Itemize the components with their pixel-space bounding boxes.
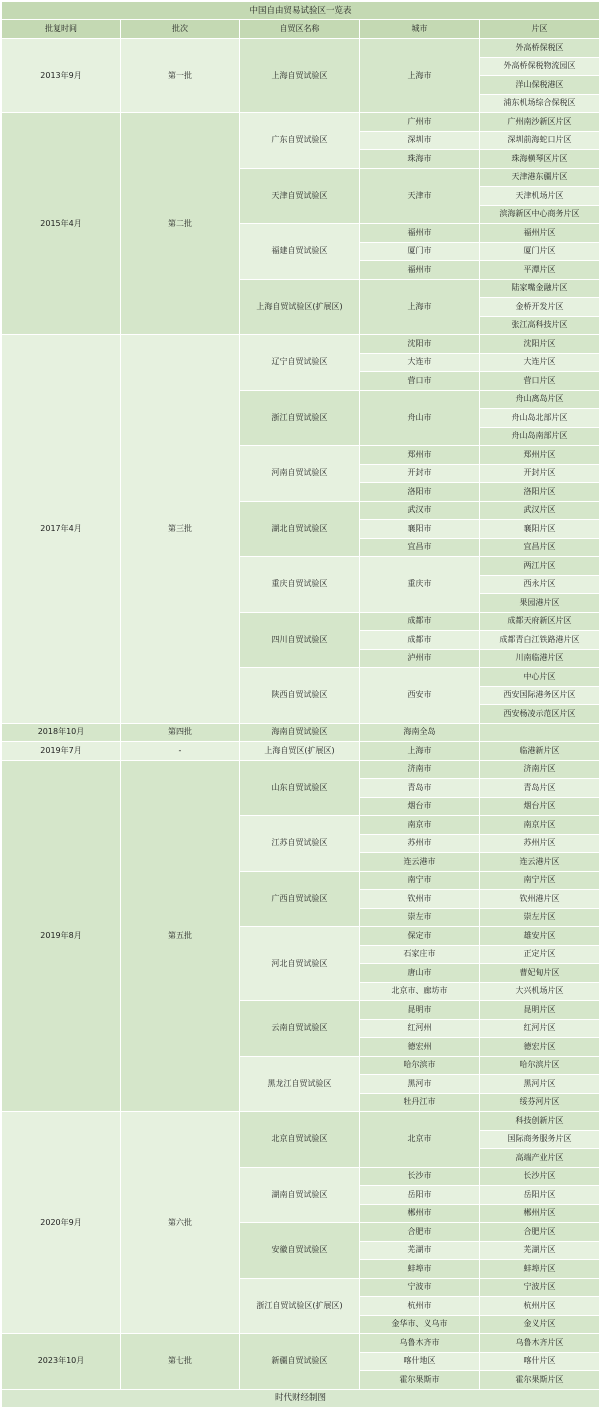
table-row — [2, 335, 600, 354]
city-cell: 杭州市 — [360, 1297, 480, 1316]
city-cell: 黑河市 — [360, 1075, 480, 1094]
header-row — [2, 20, 600, 39]
area-cell: 西安国际港务区片区 — [480, 686, 600, 705]
city-cell: 钦州市 — [360, 890, 480, 909]
area-cell: 天津机场片区 — [480, 187, 600, 206]
area-cell: 蚌埠片区 — [480, 1260, 600, 1279]
title-row — [2, 2, 600, 20]
city-cell: 营口市 — [360, 372, 480, 391]
table-title: 中国自由贸易试验区一览表 — [2, 2, 600, 20]
header-approval-date: 批复时间 — [2, 20, 121, 39]
zone-name-cell: 广西自贸试验区 — [240, 871, 360, 927]
city-cell: 成都市 — [360, 612, 480, 631]
area-cell: 科技创新片区 — [480, 1112, 600, 1131]
city-cell: 苏州市 — [360, 834, 480, 853]
area-cell: 福州片区 — [480, 224, 600, 243]
city-cell: 广州市 — [360, 113, 480, 132]
area-cell: 滨海新区中心商务片区 — [480, 205, 600, 224]
city-cell: 金华市、义乌市 — [360, 1315, 480, 1334]
batch-cell: - — [121, 742, 240, 761]
city-cell: 成都市 — [360, 631, 480, 650]
approval-date-cell: 2020年9月 — [2, 1112, 121, 1334]
area-cell: 黑河片区 — [480, 1075, 600, 1094]
city-cell: 宁波市 — [360, 1278, 480, 1297]
zone-name-cell: 北京自贸试验区 — [240, 1112, 360, 1168]
header-zone-name: 自贸区名称 — [240, 20, 360, 39]
city-cell: 青岛市 — [360, 779, 480, 798]
table-row — [2, 723, 600, 742]
city-cell: 北京市、廊坊市 — [360, 982, 480, 1001]
area-cell: 乌鲁木齐片区 — [480, 1334, 600, 1353]
table-row — [2, 1334, 600, 1353]
city-cell: 大连市 — [360, 353, 480, 372]
city-cell: 芜湖市 — [360, 1241, 480, 1260]
city-cell: 宜昌市 — [360, 538, 480, 557]
city-cell: 长沙市 — [360, 1167, 480, 1186]
area-cell: 外高桥保税区 — [480, 39, 600, 58]
area-cell: 长沙片区 — [480, 1167, 600, 1186]
city-cell: 天津市 — [360, 168, 480, 224]
area-cell: 大兴机场片区 — [480, 982, 600, 1001]
zone-name-cell: 上海自贸试验区 — [240, 39, 360, 113]
zone-name-cell: 辽宁自贸试验区 — [240, 335, 360, 391]
city-cell: 武汉市 — [360, 501, 480, 520]
area-cell: 成都天府新区片区 — [480, 612, 600, 631]
area-cell: 国际商务服务片区 — [480, 1130, 600, 1149]
city-cell: 上海市 — [360, 742, 480, 761]
zone-name-cell: 海南自贸试验区 — [240, 723, 360, 742]
city-cell: 南京市 — [360, 816, 480, 835]
zone-name-cell: 云南自贸试验区 — [240, 1001, 360, 1057]
city-cell: 开封市 — [360, 464, 480, 483]
approval-date-cell: 2017年4月 — [2, 335, 121, 724]
area-cell: 郴州片区 — [480, 1204, 600, 1223]
city-cell: 保定市 — [360, 927, 480, 946]
area-cell: 宁波片区 — [480, 1278, 600, 1297]
city-cell: 上海市 — [360, 39, 480, 113]
area-cell: 南京片区 — [480, 816, 600, 835]
area-cell: 舟山岛北部片区 — [480, 409, 600, 428]
zone-name-cell: 浙江自贸试验区(扩展区) — [240, 1278, 360, 1334]
table-row — [2, 742, 600, 761]
approval-date-cell: 2023年10月 — [2, 1334, 121, 1390]
area-cell: 陆家嘴金融片区 — [480, 279, 600, 298]
area-cell: 霍尔果斯片区 — [480, 1371, 600, 1390]
city-cell: 霍尔果斯市 — [360, 1371, 480, 1390]
area-cell: 舟山离岛片区 — [480, 390, 600, 409]
area-cell: 济南片区 — [480, 760, 600, 779]
city-cell: 乌鲁木齐市 — [360, 1334, 480, 1353]
city-cell: 珠海市 — [360, 150, 480, 169]
zone-name-cell: 湖北自贸试验区 — [240, 501, 360, 557]
area-cell: 浦东机场综合保税区 — [480, 94, 600, 113]
city-cell: 深圳市 — [360, 131, 480, 150]
area-cell: 中心片区 — [480, 668, 600, 687]
area-cell: 青岛片区 — [480, 779, 600, 798]
approval-date-cell: 2015年4月 — [2, 113, 121, 335]
area-cell: 岳阳片区 — [480, 1186, 600, 1205]
zone-name-cell: 广东自贸试验区 — [240, 113, 360, 169]
city-cell: 洛阳市 — [360, 483, 480, 502]
batch-cell: 第一批 — [121, 39, 240, 113]
area-cell: 金桥开发片区 — [480, 298, 600, 317]
header-area: 片区 — [480, 20, 600, 39]
area-cell: 深圳前海蛇口片区 — [480, 131, 600, 150]
area-cell: 洛阳片区 — [480, 483, 600, 502]
area-cell: 临港新片区 — [480, 742, 600, 761]
city-cell: 哈尔滨市 — [360, 1056, 480, 1075]
area-cell: 开封片区 — [480, 464, 600, 483]
city-cell: 南宁市 — [360, 871, 480, 890]
zone-name-cell: 天津自贸试验区 — [240, 168, 360, 224]
approval-date-cell: 2018年10月 — [2, 723, 121, 742]
area-cell: 舟山岛南部片区 — [480, 427, 600, 446]
area-cell: 大连片区 — [480, 353, 600, 372]
area-cell: 南宁片区 — [480, 871, 600, 890]
city-cell: 石家庄市 — [360, 945, 480, 964]
area-cell: 宜昌片区 — [480, 538, 600, 557]
area-cell: 洋山保税港区 — [480, 76, 600, 95]
batch-cell: 第三批 — [121, 335, 240, 724]
city-cell: 泸州市 — [360, 649, 480, 668]
zone-name-cell: 四川自贸试验区 — [240, 612, 360, 668]
city-cell: 连云港市 — [360, 853, 480, 872]
table-row — [2, 113, 600, 132]
area-cell: 绥芬河片区 — [480, 1093, 600, 1112]
batch-cell: 第四批 — [121, 723, 240, 742]
zone-name-cell: 浙江自贸试验区 — [240, 390, 360, 446]
city-cell: 北京市 — [360, 1112, 480, 1168]
area-cell: 杭州片区 — [480, 1297, 600, 1316]
zone-name-cell: 河北自贸试验区 — [240, 927, 360, 1001]
area-cell: 德宏片区 — [480, 1038, 600, 1057]
header-batch: 批次 — [121, 20, 240, 39]
city-cell: 厦门市 — [360, 242, 480, 261]
zone-name-cell: 上海自贸区(扩展区) — [240, 742, 360, 761]
area-cell: 外高桥保税物流园区 — [480, 57, 600, 76]
area-cell: 两江片区 — [480, 557, 600, 576]
city-cell: 上海市 — [360, 279, 480, 335]
city-cell: 沈阳市 — [360, 335, 480, 354]
zone-name-cell: 上海自贸试验区(扩展区) — [240, 279, 360, 335]
city-cell: 郴州市 — [360, 1204, 480, 1223]
city-cell: 岳阳市 — [360, 1186, 480, 1205]
table-row — [2, 39, 600, 58]
city-cell: 海南全岛 — [360, 723, 480, 742]
city-cell: 福州市 — [360, 261, 480, 280]
batch-cell: 第七批 — [121, 1334, 240, 1390]
area-cell: 芜湖片区 — [480, 1241, 600, 1260]
zone-name-cell: 湖南自贸试验区 — [240, 1167, 360, 1223]
area-cell: 郑州片区 — [480, 446, 600, 465]
area-cell: 成都青白江铁路港片区 — [480, 631, 600, 650]
table-row — [2, 760, 600, 779]
zone-name-cell: 山东自贸试验区 — [240, 760, 360, 816]
area-cell: 西永片区 — [480, 575, 600, 594]
city-cell: 唐山市 — [360, 964, 480, 983]
area-cell: 连云港片区 — [480, 853, 600, 872]
area-cell: 平潭片区 — [480, 261, 600, 280]
city-cell: 牡丹江市 — [360, 1093, 480, 1112]
zone-name-cell: 重庆自贸试验区 — [240, 557, 360, 613]
city-cell: 重庆市 — [360, 557, 480, 613]
zone-name-cell: 新疆自贸试验区 — [240, 1334, 360, 1390]
ftz-table — [1, 1, 600, 1408]
area-cell: 珠海横琴区片区 — [480, 150, 600, 169]
area-cell: 昆明片区 — [480, 1001, 600, 1020]
area-cell: 苏州片区 — [480, 834, 600, 853]
area-cell: 川南临港片区 — [480, 649, 600, 668]
city-cell: 济南市 — [360, 760, 480, 779]
area-cell: 天津港东疆片区 — [480, 168, 600, 187]
area-cell: 广州南沙新区片区 — [480, 113, 600, 132]
zone-name-cell: 黑龙江自贸试验区 — [240, 1056, 360, 1112]
area-cell: 哈尔滨片区 — [480, 1056, 600, 1075]
area-cell: 营口片区 — [480, 372, 600, 391]
city-cell: 福州市 — [360, 224, 480, 243]
area-cell: 喀什片区 — [480, 1352, 600, 1371]
city-cell: 昆明市 — [360, 1001, 480, 1020]
area-cell: 果园港片区 — [480, 594, 600, 613]
area-cell: 合肥片区 — [480, 1223, 600, 1242]
city-cell: 德宏州 — [360, 1038, 480, 1057]
approval-date-cell: 2019年8月 — [2, 760, 121, 1112]
city-cell: 西安市 — [360, 668, 480, 724]
area-cell: 雄安片区 — [480, 927, 600, 946]
city-cell: 红河州 — [360, 1019, 480, 1038]
city-cell: 崇左市 — [360, 908, 480, 927]
city-cell: 郑州市 — [360, 446, 480, 465]
area-cell: 崇左片区 — [480, 908, 600, 927]
approval-date-cell: 2013年9月 — [2, 39, 121, 113]
area-cell: 红河片区 — [480, 1019, 600, 1038]
city-cell: 烟台市 — [360, 797, 480, 816]
area-cell: 正定片区 — [480, 945, 600, 964]
city-cell: 襄阳市 — [360, 520, 480, 539]
area-cell: 张江高科技片区 — [480, 316, 600, 335]
table-body — [2, 39, 600, 1390]
area-cell: 武汉片区 — [480, 501, 600, 520]
header-city: 城市 — [360, 20, 480, 39]
zone-name-cell: 陕西自贸试验区 — [240, 668, 360, 724]
area-cell — [480, 723, 600, 742]
city-cell: 喀什地区 — [360, 1352, 480, 1371]
area-cell: 烟台片区 — [480, 797, 600, 816]
zone-name-cell: 河南自贸试验区 — [240, 446, 360, 502]
area-cell: 钦州港片区 — [480, 890, 600, 909]
zone-name-cell: 安徽自贸试验区 — [240, 1223, 360, 1279]
footer-row — [2, 1389, 600, 1407]
city-cell: 蚌埠市 — [360, 1260, 480, 1279]
batch-cell: 第二批 — [121, 113, 240, 335]
area-cell: 西安杨凌示范区片区 — [480, 705, 600, 724]
zone-name-cell: 福建自贸试验区 — [240, 224, 360, 280]
city-cell: 合肥市 — [360, 1223, 480, 1242]
city-cell: 舟山市 — [360, 390, 480, 446]
area-cell: 沈阳片区 — [480, 335, 600, 354]
zone-name-cell: 江苏自贸试验区 — [240, 816, 360, 872]
source-credit: 时代财经制图 — [2, 1389, 600, 1407]
batch-cell: 第五批 — [121, 760, 240, 1112]
batch-cell: 第六批 — [121, 1112, 240, 1334]
table-row — [2, 1112, 600, 1131]
area-cell: 襄阳片区 — [480, 520, 600, 539]
area-cell: 高端产业片区 — [480, 1149, 600, 1168]
area-cell: 金义片区 — [480, 1315, 600, 1334]
approval-date-cell: 2019年7月 — [2, 742, 121, 761]
area-cell: 曹妃甸片区 — [480, 964, 600, 983]
area-cell: 厦门片区 — [480, 242, 600, 261]
